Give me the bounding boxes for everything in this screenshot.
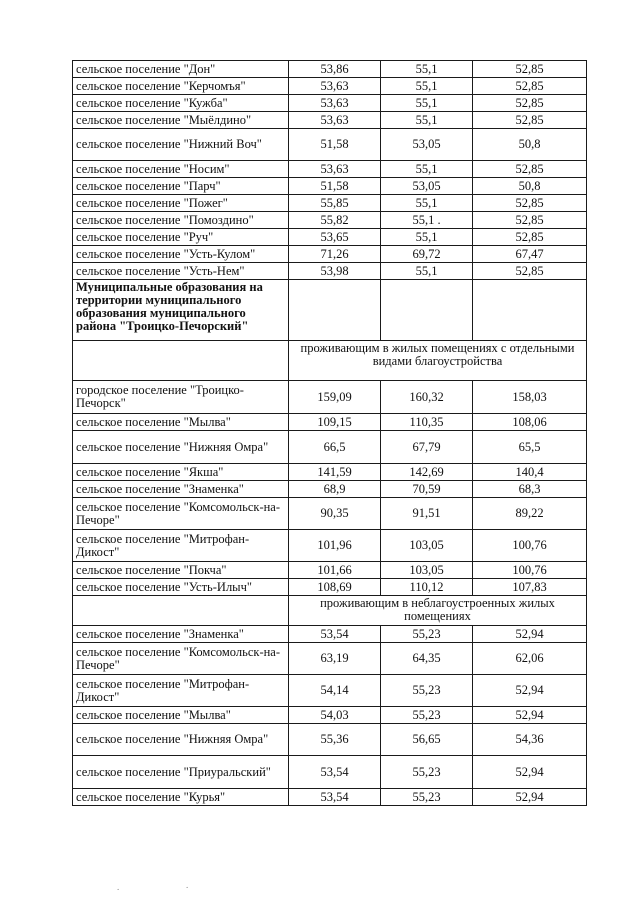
value-cell: 52,85: [473, 61, 587, 78]
settlement-name-cell: сельское поселение "Мылва": [73, 414, 289, 431]
settlement-name-cell: сельское поселение "Курья": [73, 789, 289, 806]
value-cell: 54,14: [289, 675, 381, 707]
table-row: [73, 481, 587, 498]
value-cell: 55,1: [381, 78, 473, 95]
value-cell: 108,06: [473, 414, 587, 431]
subheading-cell: проживающим в жилых помещениях с отдельными видами благоустройства: [289, 341, 587, 381]
settlement-name-cell: сельское поселение "Митрофан-Дикост": [73, 530, 289, 562]
table-row: [73, 246, 587, 263]
value-cell: 66,5: [289, 431, 381, 464]
empty-cell: [73, 341, 289, 381]
table-row: [73, 414, 587, 431]
value-cell: 68,9: [289, 481, 381, 498]
value-cell: 55,1 .: [381, 212, 473, 229]
table-row: [73, 675, 587, 707]
value-cell: 54,03: [289, 707, 381, 724]
table-row: [73, 61, 587, 78]
section-heading-cell: Муниципальные образования на территории муниципального образования муниципального района "Троицко-Печорский": [73, 280, 289, 341]
table-row: [73, 78, 587, 95]
value-cell: 62,06: [473, 643, 587, 675]
settlement-name-cell: сельское поселение "Нижний Воч": [73, 129, 289, 161]
value-cell: 55,23: [381, 707, 473, 724]
settlement-name-cell: сельское поселение "Мыёлдино": [73, 112, 289, 129]
settlement-name-cell: сельское поселение "Мылва": [73, 707, 289, 724]
value-cell: 52,85: [473, 229, 587, 246]
table-row: [73, 530, 587, 562]
value-cell: 53,54: [289, 789, 381, 806]
empty-cell: [73, 596, 289, 626]
table-row: [73, 112, 587, 129]
table-row: [73, 464, 587, 481]
value-cell: 53,98: [289, 263, 381, 280]
value-cell: 101,96: [289, 530, 381, 562]
table-row: [73, 178, 587, 195]
empty-cell: [289, 280, 381, 341]
settlement-name-cell: сельское поселение "Дон": [73, 61, 289, 78]
settlement-name-cell: сельское поселение "Пожег": [73, 195, 289, 212]
value-cell: 55,23: [381, 756, 473, 789]
value-cell: 141,59: [289, 464, 381, 481]
value-cell: 70,59: [381, 481, 473, 498]
value-cell: 52,85: [473, 78, 587, 95]
settlement-name-cell: сельское поселение "Нижняя Омра": [73, 724, 289, 756]
settlement-name-cell: сельское поселение "Комсомольск-на-Печоре": [73, 498, 289, 530]
value-cell: 100,76: [473, 562, 587, 579]
value-cell: 52,85: [473, 112, 587, 129]
value-cell: 52,94: [473, 707, 587, 724]
table-row: [73, 579, 587, 596]
table-row: [73, 643, 587, 675]
value-cell: 107,83: [473, 579, 587, 596]
value-cell: 52,85: [473, 95, 587, 112]
value-cell: 52,94: [473, 675, 587, 707]
settlement-name-cell: сельское поселение "Керчомъя": [73, 78, 289, 95]
value-cell: 140,4: [473, 464, 587, 481]
value-cell: 53,63: [289, 112, 381, 129]
table-row: [73, 707, 587, 724]
settlement-name-cell: сельское поселение "Руч": [73, 229, 289, 246]
settlement-name-cell: сельское поселение "Парч": [73, 178, 289, 195]
value-cell: 50,8: [473, 129, 587, 161]
value-cell: 108,69: [289, 579, 381, 596]
value-cell: 55,23: [381, 789, 473, 806]
scan-artifact-mark: .: [186, 880, 189, 890]
value-cell: 90,35: [289, 498, 381, 530]
value-cell: 55,23: [381, 675, 473, 707]
value-cell: 160,32: [381, 381, 473, 414]
settlement-name-cell: сельское поселение "Усть-Кулом": [73, 246, 289, 263]
subheading-row: [73, 341, 587, 381]
table-row: [73, 431, 587, 464]
value-cell: 54,36: [473, 724, 587, 756]
value-cell: 110,12: [381, 579, 473, 596]
settlement-name-cell: сельское поселение "Помоздино": [73, 212, 289, 229]
value-cell: 158,03: [473, 381, 587, 414]
value-cell: 55,1: [381, 161, 473, 178]
table-row: [73, 195, 587, 212]
value-cell: 63,19: [289, 643, 381, 675]
table-row: [73, 498, 587, 530]
value-cell: 55,1: [381, 61, 473, 78]
tariff-table-body: [73, 61, 587, 806]
value-cell: 101,66: [289, 562, 381, 579]
value-cell: 55,82: [289, 212, 381, 229]
table-row: [73, 95, 587, 112]
value-cell: 69,72: [381, 246, 473, 263]
value-cell: 55,23: [381, 626, 473, 643]
settlement-name-cell: сельское поселение "Приуральский": [73, 756, 289, 789]
settlement-name-cell: сельское поселение "Покча": [73, 562, 289, 579]
value-cell: 53,54: [289, 626, 381, 643]
subheading-cell: проживающим в неблагоустроенных жилых помещениях: [289, 596, 587, 626]
value-cell: 52,85: [473, 212, 587, 229]
value-cell: 91,51: [381, 498, 473, 530]
value-cell: 52,85: [473, 263, 587, 280]
value-cell: 159,09: [289, 381, 381, 414]
value-cell: 103,05: [381, 530, 473, 562]
value-cell: 53,54: [289, 756, 381, 789]
settlement-name-cell: сельское поселение "Митрофан-Дикост": [73, 675, 289, 707]
value-cell: 109,15: [289, 414, 381, 431]
value-cell: 67,79: [381, 431, 473, 464]
settlement-name-cell: сельское поселение "Усть-Нем": [73, 263, 289, 280]
settlement-name-cell: городское поселение "Троицко-Печорск": [73, 381, 289, 414]
settlement-name-cell: сельское поселение "Якша": [73, 464, 289, 481]
table-row: [73, 789, 587, 806]
value-cell: 55,85: [289, 195, 381, 212]
settlement-name-cell: сельское поселение "Знаменка": [73, 626, 289, 643]
value-cell: 52,85: [473, 195, 587, 212]
table-row: [73, 161, 587, 178]
value-cell: 65,5: [473, 431, 587, 464]
value-cell: 53,63: [289, 78, 381, 95]
table-row: [73, 229, 587, 246]
settlement-name-cell: сельское поселение "Усть-Илыч": [73, 579, 289, 596]
value-cell: 142,69: [381, 464, 473, 481]
subheading-row: [73, 596, 587, 626]
value-cell: 64,35: [381, 643, 473, 675]
value-cell: 68,3: [473, 481, 587, 498]
settlement-name-cell: сельское поселение "Знаменка": [73, 481, 289, 498]
value-cell: 50,8: [473, 178, 587, 195]
section-heading-row: [73, 280, 587, 341]
value-cell: 52,85: [473, 161, 587, 178]
table-row: [73, 212, 587, 229]
value-cell: 55,1: [381, 112, 473, 129]
table-row: [73, 263, 587, 280]
value-cell: 110,35: [381, 414, 473, 431]
table-row: [73, 724, 587, 756]
table-row: [73, 756, 587, 789]
value-cell: 52,94: [473, 789, 587, 806]
value-cell: 52,94: [473, 626, 587, 643]
value-cell: 55,1: [381, 95, 473, 112]
value-cell: 71,26: [289, 246, 381, 263]
value-cell: 55,1: [381, 229, 473, 246]
value-cell: 53,86: [289, 61, 381, 78]
tariff-table: [72, 60, 587, 806]
value-cell: 56,65: [381, 724, 473, 756]
table-row: [73, 381, 587, 414]
value-cell: 51,58: [289, 129, 381, 161]
value-cell: 67,47: [473, 246, 587, 263]
value-cell: 52,94: [473, 756, 587, 789]
value-cell: 53,63: [289, 95, 381, 112]
table-row: [73, 626, 587, 643]
empty-cell: [381, 280, 473, 341]
scan-artifact-mark: .: [117, 882, 120, 892]
table-row: [73, 129, 587, 161]
value-cell: 55,36: [289, 724, 381, 756]
value-cell: 55,1: [381, 263, 473, 280]
settlement-name-cell: сельское поселение "Нижняя Омра": [73, 431, 289, 464]
value-cell: 53,05: [381, 129, 473, 161]
value-cell: 53,05: [381, 178, 473, 195]
settlement-name-cell: сельское поселение "Комсомольск-на-Печоре": [73, 643, 289, 675]
empty-cell: [473, 280, 587, 341]
value-cell: 55,1: [381, 195, 473, 212]
value-cell: 103,05: [381, 562, 473, 579]
value-cell: 100,76: [473, 530, 587, 562]
value-cell: 51,58: [289, 178, 381, 195]
settlement-name-cell: сельское поселение "Носим": [73, 161, 289, 178]
settlement-name-cell: сельское поселение "Кужба": [73, 95, 289, 112]
value-cell: 53,63: [289, 161, 381, 178]
table-row: [73, 562, 587, 579]
value-cell: 53,65: [289, 229, 381, 246]
value-cell: 89,22: [473, 498, 587, 530]
